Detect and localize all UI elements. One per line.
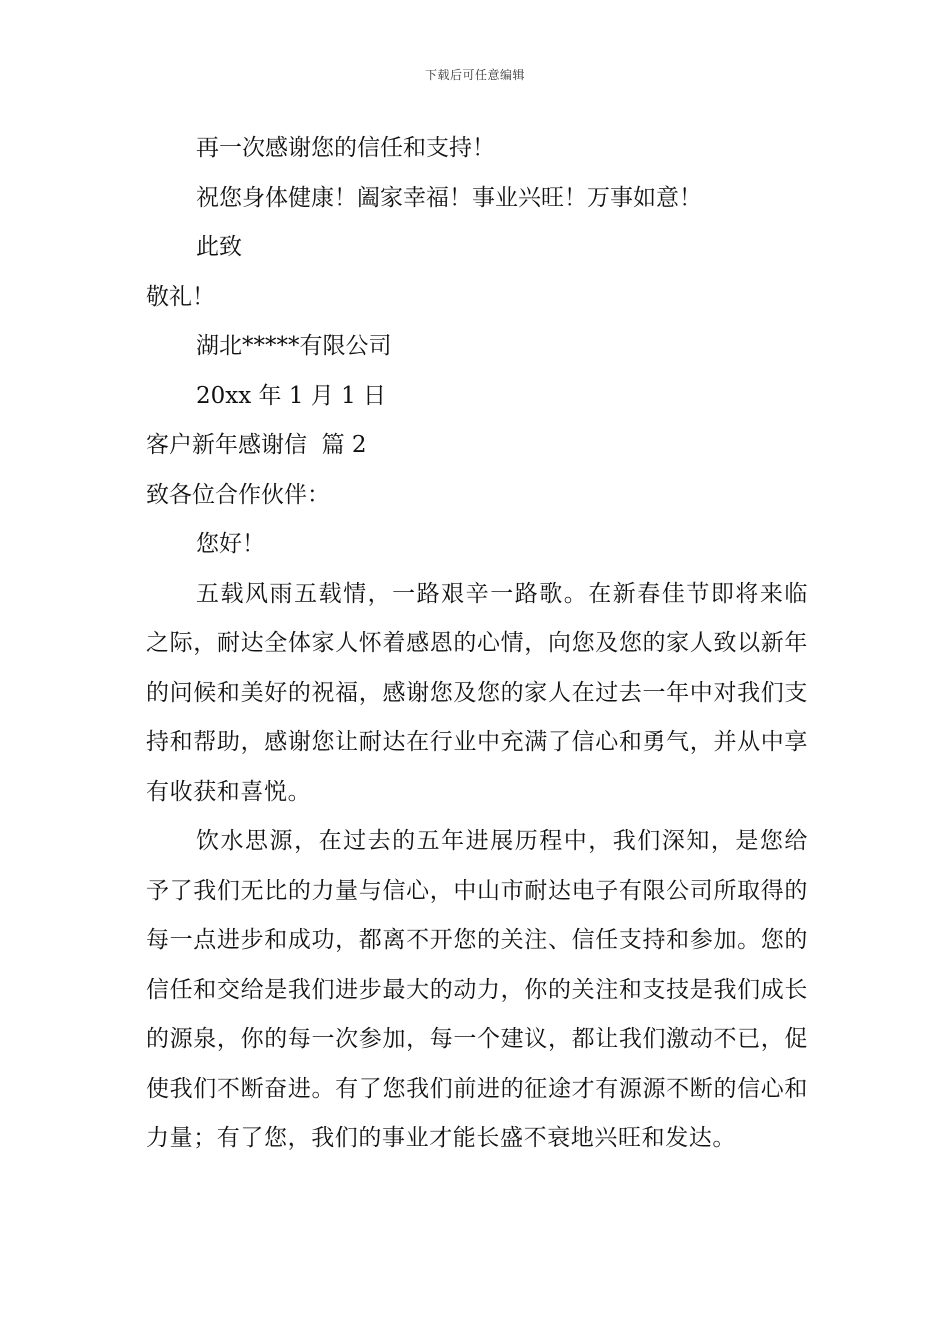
- salutation-line: 致各位合作伙伴：: [146, 481, 330, 508]
- body-paragraph-1: 五载风雨五载情，一路艰辛一路歌。在新春佳节即将来临之际，耐达全体家人怀着感恩的心情，向您及您的家人致以新年的问候和美好的祝福，感谢您及您的家人在过去一年中对我们支持和帮助，感谢您让耐达在行业中充满了信心和勇气，并从中享有收获和喜悦。: [146, 580, 808, 805]
- wishes-line: 祝您身体健康！阖家幸福！事业兴旺！万事如意！: [196, 184, 702, 211]
- thanks-line: 再一次感谢您的信任和支持！: [196, 135, 495, 161]
- cizhi-line: 此致: [196, 234, 242, 260]
- document-body: [146, 124, 808, 1164]
- section-title: 客户新年感谢信 篇 2: [146, 432, 367, 458]
- greeting-line: 您好！: [196, 531, 265, 557]
- page-header-note: 下载后可任意编辑: [424, 68, 525, 82]
- jingli-line: 敬礼！: [146, 283, 215, 310]
- company-signature: 湖北*****有限公司: [196, 333, 392, 359]
- letter-date: 20xx 年 1 月 1 日: [196, 382, 387, 409]
- body-paragraph-2: 饮水思源，在过去的五年进展历程中，我们深知，是您给予了我们无比的力量与信心，中山市耐达电子有限公司所取得的每一点进步和成功，都离不开您的关注、信任支持和参加。您的信任和交给是我们进步最大的动力，你的关注和支技是我们成长的源泉，你的每一次参加，每一个建议，都让我们激动不已，促使我们不断奋进。有了您我们前进的征途才有源源不断的信心和力量；有了您，我们的事业才能长盛不衰地兴旺和发达。: [146, 828, 808, 1151]
